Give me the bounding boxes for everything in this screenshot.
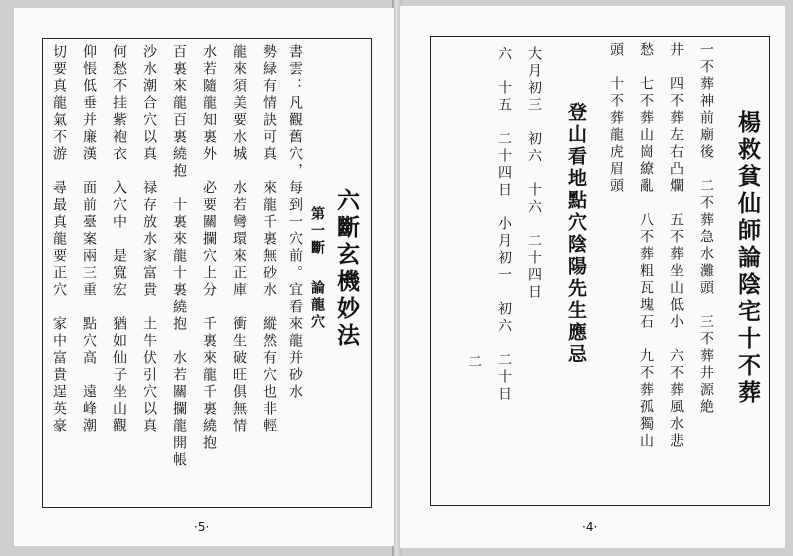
body-line: 仰悵低垂并廉漢 面前臺案兩三重 點穴高 遠峰潮 [81, 44, 97, 435]
body-line: 龍來須美要水城 水若彎環來正庫 衝生破旺俱無情 [231, 44, 247, 435]
date-line: 六 十五 二十四日 小月初一 初六 二十日 [496, 46, 512, 403]
right-page-border [430, 36, 770, 506]
left-page-title: 六斷玄機妙法 [333, 188, 360, 350]
body-line: 切要真龍氣不游 尋最真龍要正穴 家中富貴逞英豪 [51, 44, 67, 435]
section-title: 登山看地點穴陰陽先生應忌 [565, 102, 587, 366]
right-page-title: 楊救貧仙師論陰宅十不葬 [734, 110, 761, 407]
body-line: 勢緑有情訣可真 來龍千裏無砂水 縱然有穴也非輕 [261, 44, 277, 435]
list-line: 井 四不葬左右凸爛 五不葬坐山低小 六不葬風水悲 [668, 42, 684, 450]
right-page [400, 6, 785, 548]
page-number: ·5· [194, 520, 210, 534]
page-number: ·4· [582, 520, 598, 534]
date-line: 二 [466, 354, 482, 371]
body-line: 百裏來龍百裏繞抱 十裏來龍十裏繞抱 水若關攔龍開帳 [171, 44, 187, 469]
body-line: 水若隨龍知裏外 必要關攔穴上分 千裏來龍千裏繞抱 [201, 44, 217, 452]
intro-line: 書雲：凡觀舊穴，每到一穴前。宜看來龍并砂水 [287, 44, 303, 401]
left-page [14, 8, 394, 546]
list-line: 一不葬神前廟後 二不葬急水灘頭 三不葬井源絶 [698, 42, 714, 416]
date-line: 大月初三 初六 十六 二十四日 [526, 46, 542, 301]
list-line: 愁 七不葬山崗繚亂 八不葬粗瓦塊石 九不葬孤獨山 [638, 42, 654, 450]
body-line: 沙水潮合穴以真 禄存放水家富貴 土牛伏引穴以真 [141, 44, 157, 435]
section-number: 第一斷 [309, 206, 325, 257]
section-title: 論龍穴 [309, 280, 325, 331]
list-line: 頭 十不葬龍虎眉頭 [608, 42, 624, 195]
body-line: 何愁不挂紫袍衣 入穴中 是寬宏 猶如仙子坐山觀 [111, 44, 127, 435]
